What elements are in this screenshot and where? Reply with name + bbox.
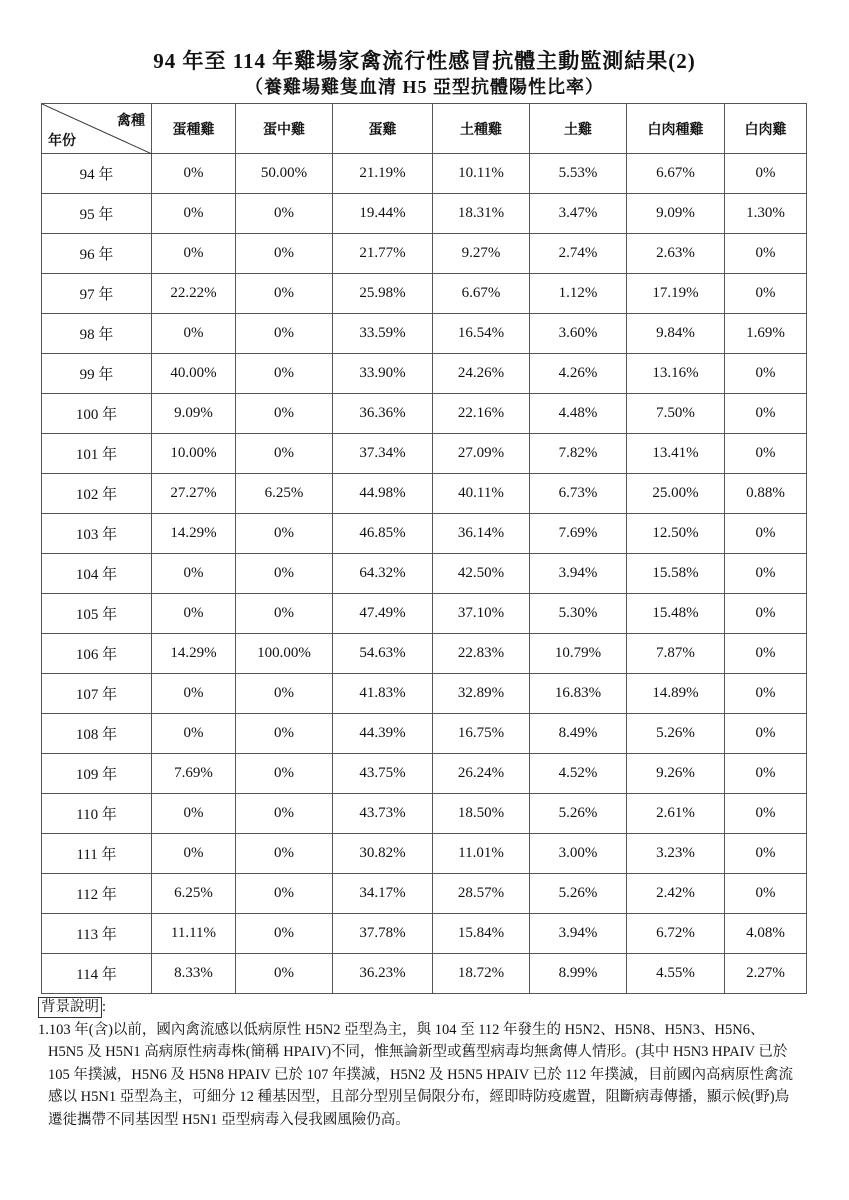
value-cell: 0%	[725, 594, 807, 634]
value-cell: 0%	[725, 714, 807, 754]
value-cell: 41.83%	[333, 674, 433, 714]
value-cell: 19.44%	[333, 194, 433, 234]
value-cell: 64.32%	[333, 554, 433, 594]
value-cell: 0%	[152, 314, 236, 354]
value-cell: 0%	[152, 794, 236, 834]
corner-label-year: 年份	[48, 134, 76, 149]
value-cell: 16.54%	[433, 314, 530, 354]
year-cell: 97 年	[42, 274, 152, 314]
value-cell: 0%	[725, 274, 807, 314]
table-row	[42, 514, 807, 554]
value-cell: 8.49%	[530, 714, 627, 754]
table-row	[42, 794, 807, 834]
value-cell: 5.26%	[530, 874, 627, 914]
value-cell: 15.58%	[627, 554, 725, 594]
table-row	[42, 394, 807, 434]
value-cell: 2.74%	[530, 234, 627, 274]
value-cell: 7.82%	[530, 434, 627, 474]
value-cell: 11.01%	[433, 834, 530, 874]
value-cell: 0%	[236, 594, 333, 634]
table-row	[42, 594, 807, 634]
value-cell: 0%	[725, 234, 807, 274]
value-cell: 0%	[152, 194, 236, 234]
value-cell: 6.72%	[627, 914, 725, 954]
value-cell: 18.72%	[433, 954, 530, 994]
value-cell: 40.00%	[152, 354, 236, 394]
value-cell: 7.50%	[627, 394, 725, 434]
table-row	[42, 714, 807, 754]
value-cell: 43.73%	[333, 794, 433, 834]
value-cell: 17.19%	[627, 274, 725, 314]
value-cell: 3.23%	[627, 834, 725, 874]
year-cell: 104 年	[42, 554, 152, 594]
value-cell: 21.77%	[333, 234, 433, 274]
value-cell: 8.99%	[530, 954, 627, 994]
value-cell: 0%	[236, 714, 333, 754]
value-cell: 0%	[236, 514, 333, 554]
value-cell: 10.79%	[530, 634, 627, 674]
value-cell: 54.63%	[333, 634, 433, 674]
value-cell: 0%	[725, 394, 807, 434]
table-row	[42, 314, 807, 354]
year-cell: 113 年	[42, 914, 152, 954]
column-header: 土雞	[530, 104, 627, 154]
value-cell: 0%	[725, 634, 807, 674]
corner-header-cell	[42, 104, 152, 154]
value-cell: 13.41%	[627, 434, 725, 474]
value-cell: 5.53%	[530, 154, 627, 194]
value-cell: 0%	[152, 234, 236, 274]
value-cell: 9.09%	[152, 394, 236, 434]
value-cell: 3.60%	[530, 314, 627, 354]
page-subtitle: （養雞場雞隻血清 H5 亞型抗體陽性比率）	[245, 77, 604, 97]
value-cell: 7.69%	[152, 754, 236, 794]
value-cell: 13.16%	[627, 354, 725, 394]
value-cell: 2.27%	[725, 954, 807, 994]
year-cell: 109 年	[42, 754, 152, 794]
value-cell: 0%	[236, 874, 333, 914]
value-cell: 6.25%	[236, 474, 333, 514]
value-cell: 9.09%	[627, 194, 725, 234]
value-cell: 6.67%	[433, 274, 530, 314]
year-cell: 107 年	[42, 674, 152, 714]
value-cell: 0%	[236, 274, 333, 314]
value-cell: 42.50%	[433, 554, 530, 594]
value-cell: 0%	[236, 554, 333, 594]
value-cell: 0%	[236, 314, 333, 354]
value-cell: 0%	[152, 594, 236, 634]
value-cell: 3.00%	[530, 834, 627, 874]
value-cell: 32.89%	[433, 674, 530, 714]
page-title: 94 年至 114 年雞場家禽流行性感冒抗體主動監測結果(2)	[153, 49, 696, 73]
value-cell: 1.12%	[530, 274, 627, 314]
value-cell: 34.17%	[333, 874, 433, 914]
year-cell: 95 年	[42, 194, 152, 234]
value-cell: 26.24%	[433, 754, 530, 794]
table-row	[42, 674, 807, 714]
value-cell: 16.75%	[433, 714, 530, 754]
value-cell: 0%	[725, 834, 807, 874]
value-cell: 27.09%	[433, 434, 530, 474]
value-cell: 44.39%	[333, 714, 433, 754]
value-cell: 9.27%	[433, 234, 530, 274]
value-cell: 3.47%	[530, 194, 627, 234]
value-cell: 37.34%	[333, 434, 433, 474]
value-cell: 27.27%	[152, 474, 236, 514]
value-cell: 0%	[725, 514, 807, 554]
value-cell: 44.98%	[333, 474, 433, 514]
column-header: 白肉雞	[725, 104, 807, 154]
value-cell: 47.49%	[333, 594, 433, 634]
value-cell: 4.52%	[530, 754, 627, 794]
column-header: 蛋中雞	[236, 104, 333, 154]
value-cell: 0%	[236, 914, 333, 954]
value-cell: 28.57%	[433, 874, 530, 914]
value-cell: 3.94%	[530, 554, 627, 594]
year-cell: 101 年	[42, 434, 152, 474]
value-cell: 36.23%	[333, 954, 433, 994]
year-cell: 111 年	[42, 834, 152, 874]
table-row	[42, 834, 807, 874]
value-cell: 43.75%	[333, 754, 433, 794]
table-row	[42, 914, 807, 954]
value-cell: 50.00%	[236, 154, 333, 194]
value-cell: 37.78%	[333, 914, 433, 954]
value-cell: 0%	[725, 354, 807, 394]
table-body	[42, 154, 807, 994]
table-row	[42, 874, 807, 914]
value-cell: 0%	[236, 834, 333, 874]
value-cell: 25.98%	[333, 274, 433, 314]
table-row	[42, 754, 807, 794]
value-cell: 1.30%	[725, 194, 807, 234]
value-cell: 4.55%	[627, 954, 725, 994]
table-row	[42, 954, 807, 994]
table-row	[42, 474, 807, 514]
value-cell: 6.25%	[152, 874, 236, 914]
value-cell: 0%	[725, 874, 807, 914]
value-cell: 37.10%	[433, 594, 530, 634]
value-cell: 6.67%	[627, 154, 725, 194]
background-notes	[38, 996, 798, 1131]
table-row	[42, 154, 807, 194]
value-cell: 0%	[236, 674, 333, 714]
value-cell: 0.88%	[725, 474, 807, 514]
value-cell: 0%	[236, 234, 333, 274]
value-cell: 10.11%	[433, 154, 530, 194]
value-cell: 33.59%	[333, 314, 433, 354]
year-cell: 98 年	[42, 314, 152, 354]
value-cell: 15.84%	[433, 914, 530, 954]
value-cell: 2.63%	[627, 234, 725, 274]
value-cell: 0%	[236, 354, 333, 394]
value-cell: 3.94%	[530, 914, 627, 954]
notes-heading	[38, 996, 798, 1019]
value-cell: 5.26%	[530, 794, 627, 834]
surveillance-table	[41, 103, 807, 994]
table-row	[42, 194, 807, 234]
value-cell: 9.84%	[627, 314, 725, 354]
value-cell: 8.33%	[152, 954, 236, 994]
value-cell: 46.85%	[333, 514, 433, 554]
value-cell: 16.83%	[530, 674, 627, 714]
year-cell: 108 年	[42, 714, 152, 754]
value-cell: 12.50%	[627, 514, 725, 554]
value-cell: 33.90%	[333, 354, 433, 394]
value-cell: 0%	[236, 754, 333, 794]
value-cell: 36.14%	[433, 514, 530, 554]
value-cell: 0%	[236, 434, 333, 474]
value-cell: 6.73%	[530, 474, 627, 514]
year-cell: 94 年	[42, 154, 152, 194]
value-cell: 0%	[236, 954, 333, 994]
value-cell: 0%	[725, 674, 807, 714]
value-cell: 0%	[236, 394, 333, 434]
value-cell: 24.26%	[433, 354, 530, 394]
value-cell: 9.26%	[627, 754, 725, 794]
value-cell: 0%	[152, 714, 236, 754]
value-cell: 0%	[236, 194, 333, 234]
value-cell: 2.61%	[627, 794, 725, 834]
table-row	[42, 554, 807, 594]
header-row	[42, 104, 807, 154]
value-cell: 0%	[152, 154, 236, 194]
notes-label: 背景說明	[38, 997, 102, 1018]
value-cell: 22.83%	[433, 634, 530, 674]
year-cell: 96 年	[42, 234, 152, 274]
value-cell: 0%	[725, 154, 807, 194]
value-cell: 5.30%	[530, 594, 627, 634]
value-cell: 0%	[152, 834, 236, 874]
value-cell: 40.11%	[433, 474, 530, 514]
column-header: 蛋種雞	[152, 104, 236, 154]
value-cell: 1.69%	[725, 314, 807, 354]
value-cell: 4.08%	[725, 914, 807, 954]
table-row	[42, 634, 807, 674]
value-cell: 7.87%	[627, 634, 725, 674]
year-cell: 114 年	[42, 954, 152, 994]
value-cell: 0%	[236, 794, 333, 834]
value-cell: 4.26%	[530, 354, 627, 394]
value-cell: 0%	[152, 674, 236, 714]
value-cell: 10.00%	[152, 434, 236, 474]
table-row	[42, 234, 807, 274]
value-cell: 18.31%	[433, 194, 530, 234]
notes-label-suffix: :	[102, 999, 107, 1015]
value-cell: 0%	[725, 794, 807, 834]
value-cell: 5.26%	[627, 714, 725, 754]
year-cell: 102 年	[42, 474, 152, 514]
value-cell: 0%	[725, 554, 807, 594]
value-cell: 0%	[725, 754, 807, 794]
value-cell: 0%	[152, 554, 236, 594]
value-cell: 7.69%	[530, 514, 627, 554]
year-cell: 105 年	[42, 594, 152, 634]
value-cell: 4.48%	[530, 394, 627, 434]
table-row	[42, 354, 807, 394]
table-row	[42, 434, 807, 474]
value-cell: 36.36%	[333, 394, 433, 434]
value-cell: 14.29%	[152, 634, 236, 674]
column-header: 蛋雞	[333, 104, 433, 154]
column-header: 土種雞	[433, 104, 530, 154]
year-cell: 103 年	[42, 514, 152, 554]
value-cell: 100.00%	[236, 634, 333, 674]
corner-label-breed: 禽種	[117, 114, 145, 129]
year-cell: 112 年	[42, 874, 152, 914]
value-cell: 21.19%	[333, 154, 433, 194]
value-cell: 11.11%	[152, 914, 236, 954]
table-row	[42, 274, 807, 314]
value-cell: 0%	[725, 434, 807, 474]
year-cell: 110 年	[42, 794, 152, 834]
value-cell: 30.82%	[333, 834, 433, 874]
value-cell: 18.50%	[433, 794, 530, 834]
value-cell: 14.89%	[627, 674, 725, 714]
note-item: 1.103 年(含)以前，國內禽流感以低病原性 H5N2 亞型為主，與 104 至 112 年發生的 H5N2、H5N8、H5N3、H5N6、H5N5 及 H5N1 高病原性病毒株(簡稱 HPAIV)不同，惟無論新型或舊型病毒均無禽傳人情形。(其中 H5N3 HPAIV 已於 105 年撲滅，H5N6 及 H5N8 HPAIV 已於 107 年撲滅，H5N2 及 H5N5 HPAIV 已於 112 年撲滅，目前國內高病原性禽流感以 H5N1 亞型為主，可細分 12 種基因型，且部分型別呈侷限分布，經即時防疫處置，阻斷病毒傳播，顯示候(野)鳥遷徙攜帶不同基因型 H5N1 亞型病毒入侵我國風險仍高。	[38, 1021, 794, 1128]
value-cell: 15.48%	[627, 594, 725, 634]
value-cell: 22.16%	[433, 394, 530, 434]
year-cell: 99 年	[42, 354, 152, 394]
value-cell: 22.22%	[152, 274, 236, 314]
value-cell: 25.00%	[627, 474, 725, 514]
value-cell: 14.29%	[152, 514, 236, 554]
column-header: 白肉種雞	[627, 104, 725, 154]
value-cell: 2.42%	[627, 874, 725, 914]
year-cell: 106 年	[42, 634, 152, 674]
year-cell: 100 年	[42, 394, 152, 434]
